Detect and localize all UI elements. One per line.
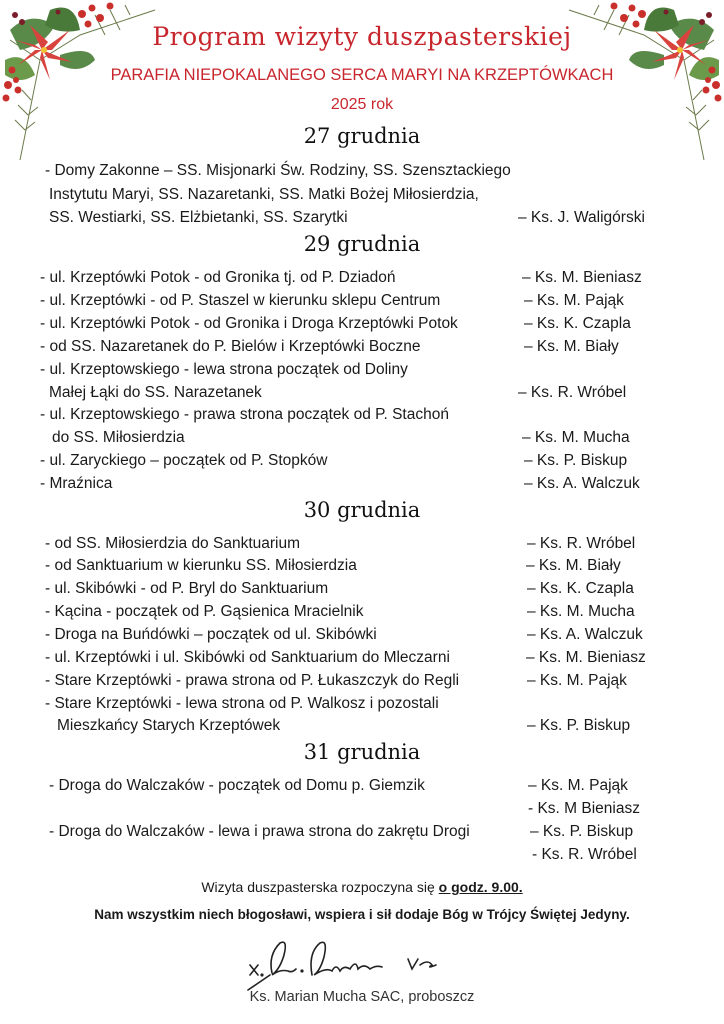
schedule-line: - Droga do Walczaków - lewa i prawa strona do zakrętu Drogi <box>49 823 470 840</box>
priest-name: – Ks. K. Czapla <box>527 580 634 597</box>
schedule-line: - ul. Krzeptówki Potok - od Gronika tj. od P. Dziadoń <box>40 269 396 286</box>
priest-name: – Ks. R. Wróbel <box>527 535 636 552</box>
priest-name: – Ks. P. Biskup <box>530 823 634 840</box>
schedule-line: - ul. Krzeptowskiego - lewa strona początek od Doliny <box>40 361 408 378</box>
priest-name: – Ks. P. Biskup <box>524 452 628 469</box>
start-time: o godz. 9.00. <box>438 879 523 895</box>
priest-name: – Ks. M. Biały <box>526 557 621 574</box>
schedule-line: - Domy Zakonne – SS. Misjonarki Św. Rodziny, SS. Szensztackiego <box>45 162 511 179</box>
schedule-line: - ul. Skibówki - od P. Bryl do Sanktuarium <box>45 580 329 597</box>
day-heading: 30 grudnia <box>303 498 421 522</box>
priest-name: – Ks. P. Biskup <box>527 717 631 734</box>
priest-name: – Ks. M. Bieniasz <box>522 269 642 286</box>
day-heading: 29 grudnia <box>303 232 421 256</box>
schedule-line: - od SS. Nazaretanek do P. Bielów i Krzeptówki Boczne <box>40 338 421 355</box>
schedule-line: - ul. Krzeptowskiego - prawa strona początek od P. Stachoń <box>40 406 449 423</box>
schedule-line: - od Sanktuarium w kierunku SS. Miłosierdzia <box>45 557 357 574</box>
schedule-line: - ul. Krzeptówki Potok - od Gronika i Droga Krzeptówki Potok <box>40 315 458 332</box>
priest-name: – Ks. M. Mucha <box>527 603 635 620</box>
start-text: Wizyta duszpasterska rozpoczyna się <box>201 879 439 895</box>
schedule-line: - ul. Krzeptówki i ul. Skibówki od Sanktuarium do Mleczarni <box>45 649 450 666</box>
start-time-note <box>0 879 724 895</box>
day-heading: 27 grudnia <box>303 124 421 148</box>
day-heading: 31 grudnia <box>303 740 421 764</box>
schedule-line: - Droga na Buńdówki – początek od ul. Skibówki <box>45 626 377 643</box>
schedule-line: - Droga do Walczaków - początek od Domu p. Giemzik <box>49 777 425 794</box>
handwritten-signature <box>240 935 470 995</box>
priest-name: – Ks. M. Biały <box>524 338 619 355</box>
schedule-line: SS. Westiarki, SS. Elżbietanki, SS. Szarytki <box>49 209 348 226</box>
schedule-line: - Stare Krzeptówki - lewa strona od P. Walkosz i pozostali <box>45 695 439 712</box>
priest-name: – Ks. M. Pająk <box>528 777 628 794</box>
priest-name: - Ks. R. Wróbel <box>532 846 637 863</box>
priest-name: – Ks. R. Wróbel <box>518 384 627 401</box>
priest-name: – Ks. M. Pająk <box>527 672 627 689</box>
priest-name: – Ks. M. Bieniasz <box>526 649 646 666</box>
document-title: Program wizyty duszpasterskiej <box>152 22 572 51</box>
priest-name: – Ks. M. Pająk <box>524 292 624 309</box>
priest-name: – Ks. M. Mucha <box>522 429 630 446</box>
schedule-line: - Kącina - początek od P. Gąsienica Mracielnik <box>45 603 364 620</box>
parish-name: PARAFIA NIEPOKALANEGO SERCA MARYI NA KRZEPTÓWKACH <box>110 66 614 84</box>
schedule-line: - ul. Krzeptówki - od P. Staszel w kierunku sklepu Centrum <box>40 292 441 309</box>
schedule-line: - Mraźnica <box>40 475 113 492</box>
priest-name: - Ks. M Bieniasz <box>528 800 640 817</box>
year-label: 2025 rok <box>330 96 394 113</box>
priest-name: – Ks. K. Czapla <box>524 315 631 332</box>
priest-name: – Ks. A. Walczuk <box>527 626 643 643</box>
schedule-line: Mieszkańcy Starych Krzeptówek <box>57 717 281 734</box>
schedule-line: - od SS. Miłosierdzia do Sanktuarium <box>45 535 301 552</box>
blessing-text: Nam wszystkim niech błogosławi, wspiera i sił dodaje Bóg w Trójcy Świętej Jedyny. <box>94 907 630 922</box>
schedule-line: do SS. Miłosierdzia <box>52 429 185 446</box>
schedule-line: Małej Łąki do SS. Narazetanek <box>49 384 262 401</box>
schedule-line: - Stare Krzeptówki - prawa strona od P. Łukaszczyk do Regli <box>45 672 460 689</box>
schedule-line: Instytutu Maryi, SS. Nazaretanki, SS. Matki Bożej Miłosierdzia, <box>49 186 479 203</box>
priest-name: – Ks. A. Walczuk <box>524 475 640 492</box>
signer-name: Ks. Marian Mucha SAC, proboszcz <box>249 989 475 1005</box>
priest-name: – Ks. J. Waligórski <box>518 209 645 226</box>
schedule-line: - ul. Zaryckiego – początek od P. Stopków <box>40 452 328 469</box>
